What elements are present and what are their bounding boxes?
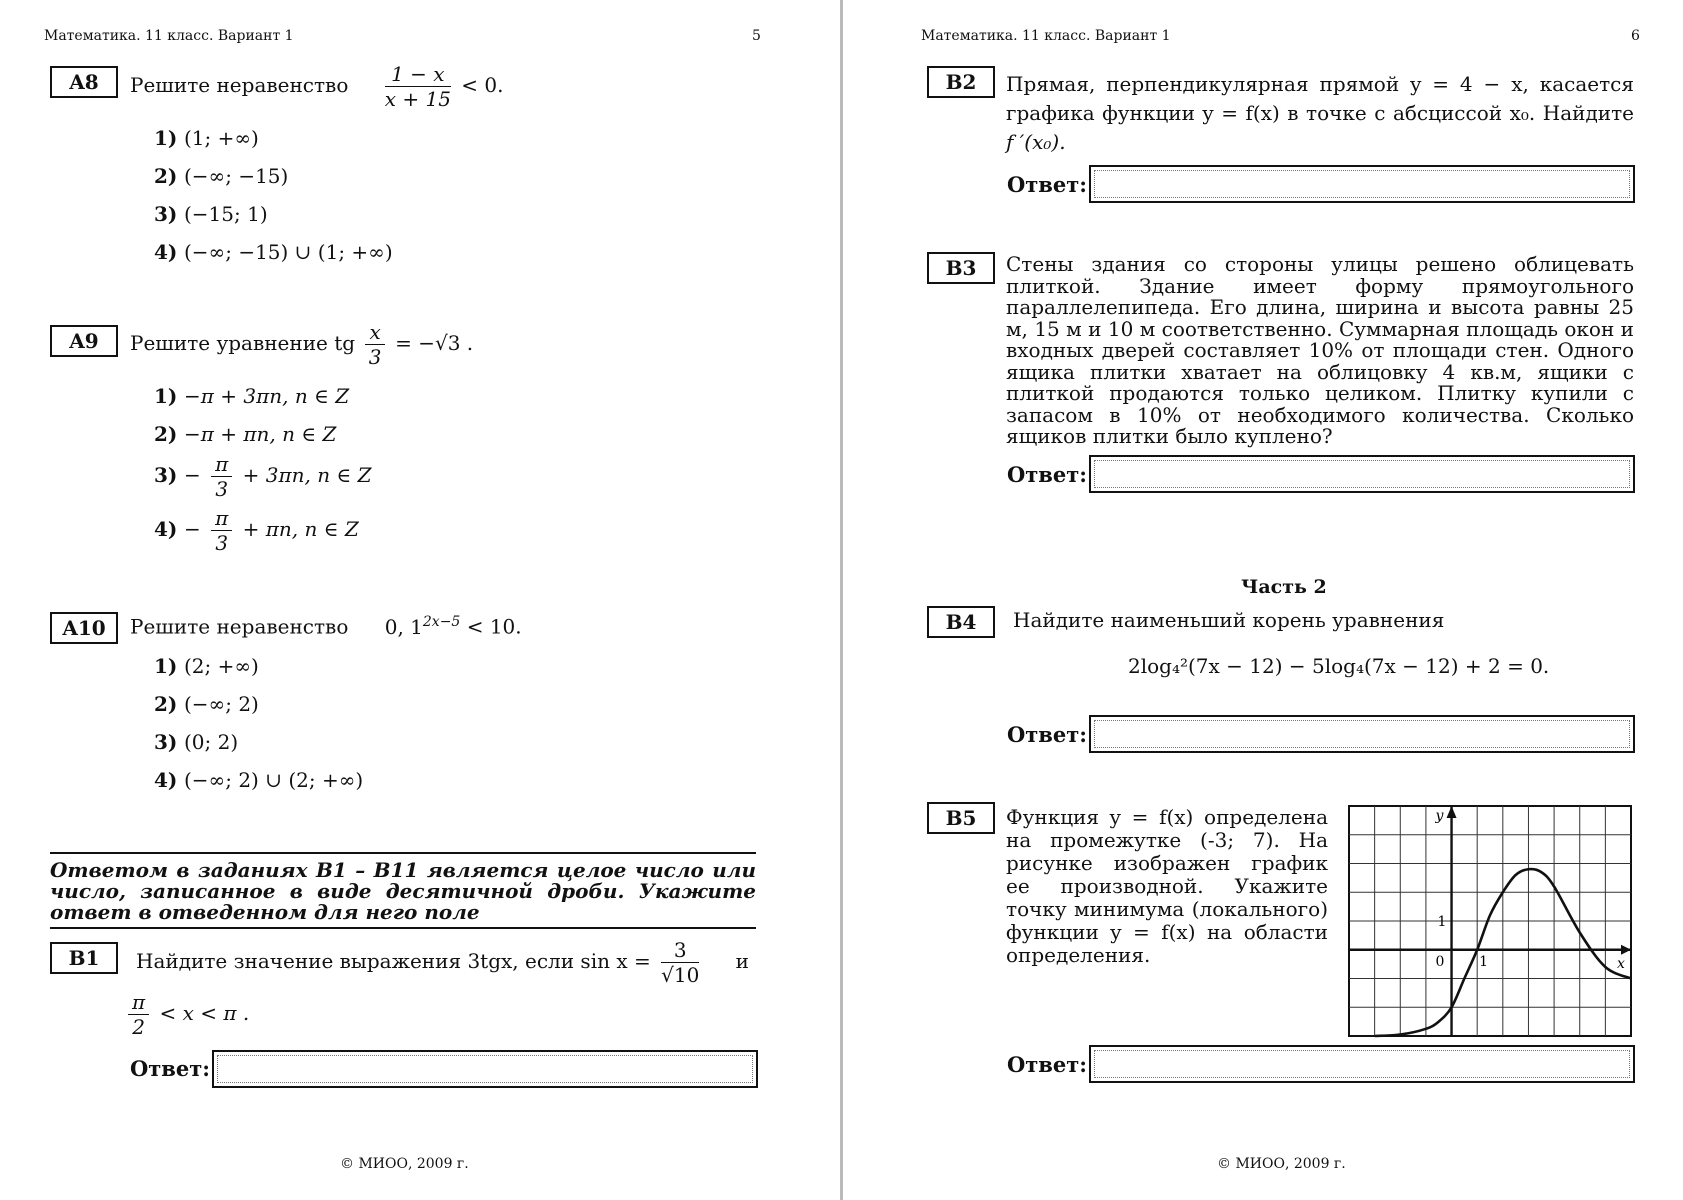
a9-option-4[interactable]: 4) − $\frac{\pi}{3}$ + πn, n ∈ Z: [154, 506, 359, 555]
a9-option-1[interactable]: 1) −π + 3πn, n ∈ Z: [154, 384, 350, 408]
b1-numerator: 3: [661, 938, 699, 963]
b2-line-2: графика функции y = f(x) в точке с абсциссой x₀. Найдите: [1006, 101, 1634, 125]
a9-option-2[interactable]: 2) −π + πn, n ∈ Z: [154, 422, 337, 446]
page-header: Математика. 11 класс. Вариант 1: [44, 28, 294, 44]
graph-grid: [1349, 806, 1631, 1036]
a8-option-2[interactable]: 2) (−∞; −15): [154, 164, 289, 188]
task-tag-b4: B4: [927, 606, 995, 638]
a9-denominator: 3: [368, 345, 382, 369]
task-tag-a10: A10: [50, 612, 118, 644]
b4-answer-label: Ответ:: [1007, 722, 1088, 747]
a9-prompt-text: Решите уравнение tg: [130, 331, 356, 355]
left-page: [0, 0, 840, 1200]
page-number: 5: [752, 28, 761, 44]
a9-option-3[interactable]: 3) − $\frac{\pi}{3}$ + 3πn, n ∈ Z: [154, 452, 372, 501]
page-footer: © МИОО, 2009 г.: [1217, 1156, 1346, 1172]
a10-prompt-text: Решите неравенство: [130, 614, 349, 639]
b4-text: Найдите наименьший корень уравнения: [1013, 608, 1445, 632]
b4-equation: 2log₄²(7x − 12) − 5log₄(7x − 12) + 2 = 0.: [1128, 654, 1550, 678]
b1-fraction: [661, 938, 699, 987]
a8-fraction: [385, 62, 451, 111]
a10-option-1[interactable]: 1) (2; +∞): [154, 654, 259, 678]
task-tag-a8: A8: [50, 66, 118, 98]
y-tick-1-label: 1: [1437, 914, 1447, 930]
page-number: 6: [1631, 28, 1640, 44]
a9-numerator: x: [365, 320, 384, 345]
a8-option-4[interactable]: 4) (−∞; −15) ∪ (1; +∞): [154, 240, 393, 264]
b4-answer-field[interactable]: [1089, 715, 1635, 753]
a8-option-3[interactable]: 3) (−15; 1): [154, 202, 268, 226]
instruction-top-rule: [50, 852, 756, 854]
part-title: Часть 2: [1241, 576, 1327, 598]
instruction-bottom-rule: [50, 927, 756, 929]
task-a9-prompt: [130, 320, 473, 369]
a10-base: 0, 1: [384, 614, 423, 639]
b5-derivative-graph: [1345, 802, 1635, 1040]
task-b1-prompt: [136, 938, 749, 987]
b1-and: и: [735, 949, 749, 973]
x-tick-1-label: 1: [1479, 953, 1489, 970]
a8-denominator: x + 15: [384, 87, 451, 111]
b3-text: Стены здания со стороны улицы решено облицевать плиткой. Здание имеет форму прямоугольного параллелепипеда. Его длина, ширина и высота равны 25 м, 15 м и 10 м соответственно. Суммарная площадь окон и входных дверей составляет 10% от площади стен. Одного ящика плитки хватает на облицовку 4 кв.м, ящики с плиткой продаются только целиком. Плитку купили с запасом в 10% от необходимого количества. Сколько ящиков плитки было куплено?: [1006, 252, 1634, 448]
a8-prompt-text: Решите неравенство: [130, 73, 349, 97]
a8-option-1[interactable]: 1) (1; +∞): [154, 126, 259, 150]
b2-answer-field[interactable]: [1089, 165, 1635, 203]
b3-answer-label: Ответ:: [1007, 462, 1088, 487]
task-tag-b3: B3: [927, 252, 995, 284]
b5-text: Функция y = f(x) определена на промежутке (-3; 7). На рисунке изображен график ее производной. Укажите точку минимума (локального) функции y = f(x) на области определения.: [1006, 805, 1328, 967]
a10-tail: < 10.: [466, 614, 522, 639]
a10-exponent: 2x−5: [422, 614, 461, 630]
task-tag-b2: B2: [927, 66, 995, 98]
instruction-text: Ответом в заданиях B1 – B11 является целое число или число, записанное в виде десятичной дроби. Укажите ответ в отведенном для него поле: [50, 858, 756, 924]
task-tag-a9: A9: [50, 325, 118, 357]
b1-answer-label: Ответ:: [130, 1056, 211, 1081]
task-a10-prompt: [130, 614, 522, 639]
a8-tail: < 0.: [461, 73, 504, 97]
x-axis-arrow: [1621, 945, 1631, 955]
a10-option-4[interactable]: 4) (−∞; 2) ∪ (2; +∞): [154, 768, 364, 792]
b5-answer-field[interactable]: [1089, 1045, 1635, 1083]
task-tag-b5: B5: [927, 802, 995, 834]
b3-answer-field[interactable]: [1089, 455, 1635, 493]
b1-denominator: √10: [661, 963, 700, 987]
a9-fraction: [365, 320, 384, 369]
task-tag-b1: B1: [50, 942, 118, 974]
a8-numerator: 1 − x: [385, 62, 451, 87]
page-header: Математика. 11 класс. Вариант 1: [921, 28, 1171, 44]
b5-answer-label: Ответ:: [1007, 1052, 1088, 1077]
a10-option-3[interactable]: 3) (0; 2): [154, 730, 239, 754]
b2-line-1: Прямая, перпендикулярная прямой y = 4 − x, касается: [1006, 72, 1634, 96]
task-a8-prompt: [130, 62, 503, 111]
b2-line-3: f ′(x₀).: [1006, 130, 1066, 154]
b1-text: Найдите значение выражения 3tgx, если sin x =: [136, 949, 651, 973]
b2-answer-label: Ответ:: [1007, 172, 1088, 197]
page-footer: © МИОО, 2009 г.: [340, 1156, 469, 1172]
y-axis-arrow: [1447, 806, 1457, 818]
b1-answer-field[interactable]: [212, 1050, 758, 1088]
a9-tail: = −√3 .: [395, 331, 474, 355]
y-axis-label: y: [1435, 808, 1444, 824]
a10-option-2[interactable]: 2) (−∞; 2): [154, 692, 259, 716]
origin-label: 0: [1435, 953, 1445, 970]
b2-text: [1006, 70, 1634, 157]
x-axis-label: x: [1617, 955, 1625, 972]
b1-condition: $\frac{\pi}{2}$ < x < π .: [128, 990, 249, 1039]
right-page: [843, 0, 1683, 1200]
